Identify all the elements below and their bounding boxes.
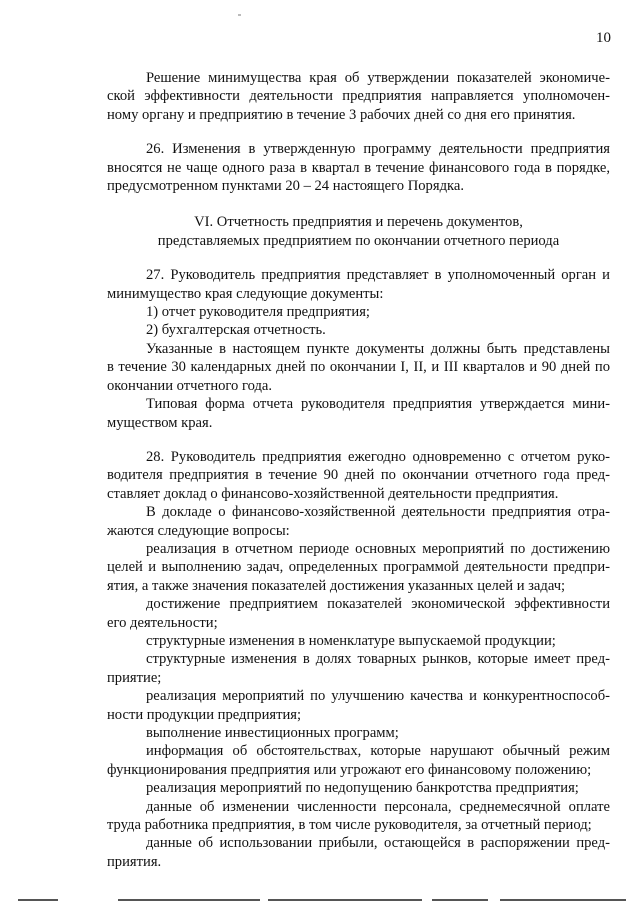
document-body (107, 69, 610, 871)
scan-edge-mark (432, 899, 488, 901)
page-number: 10 (596, 30, 611, 46)
section-heading (107, 213, 610, 250)
text-line: 28. Руководитель предприятия ежегодно одновременно с отчетом руко- (146, 448, 610, 465)
text-line: структурные изменения в номенклатуре выпускаемой продукции; (146, 632, 556, 649)
scan-edge-mark (500, 899, 626, 901)
text-line: муществом края. (107, 414, 213, 431)
text-line: реализация в отчетном периоде основных мероприятий по достижению (146, 540, 610, 557)
text-line: Типовая форма отчета руководителя предприятия утверждается мини- (146, 396, 610, 413)
list-item: 1) отчет руководителя предприятия; (146, 304, 370, 321)
scan-edge-mark (268, 899, 422, 901)
heading-line: VI. Отчетность предприятия и перечень документов, (194, 214, 523, 231)
text-line: 26. Изменения в утвержденную программу деятельности предприятия (146, 141, 610, 158)
text-line: предусмотренном пунктами 20 – 24 настоящего Порядка. (107, 178, 464, 195)
text-line: Указанные в настоящем пункте документы должны быть представлены (146, 340, 610, 357)
text-line: вносятся не чаще одного раза в квартал в течение финансового года в порядке, (107, 159, 610, 176)
text-line: достижение предприятием показателей экономической эффективности (146, 596, 610, 613)
scan-edge-mark (118, 899, 260, 901)
text-line: выполнение инвестиционных программ; (146, 725, 399, 741)
paragraph-27 (107, 266, 610, 432)
text-line: Решение минимущества края об утверждении показателей экономиче- (146, 70, 610, 86)
text-line: минимущество края следующие документы: (107, 285, 384, 302)
text-line: ятия, а также значения показателей достижения указанных целей и задач; (107, 577, 566, 594)
list-item: 2) бухгалтерская отчетность. (146, 322, 326, 339)
heading-line: представляемых предприятием по окончании отчетного периода (157, 232, 560, 249)
text-line: В докладе о финансово-хозяйственной деятельности предприятия отра- (146, 504, 610, 521)
text-line: приятие; (107, 669, 162, 686)
text-line: информация об обстоятельствах, которые нарушают обычный режим (146, 743, 610, 760)
text-line: данные об изменении численности персонала, среднемесячной оплате (146, 798, 610, 815)
text-line: ставляет доклад о финансово-хозяйственной деятельности предприятия. (107, 485, 559, 502)
text-line: функционирования предприятия или угрожают его финансовому положению; (107, 761, 592, 778)
text-line: ности продукции предприятия; (107, 706, 302, 723)
text-line: окончании отчетного года. (107, 377, 273, 394)
text-line: данные об использовании прибыли, остающейся в распоряжении пред- (146, 835, 610, 852)
text-line: в течение 30 календарных дней по окончании I, II, и III кварталов и 90 дней по (107, 359, 610, 376)
text-line: 27. Руководитель предприятия представляет в уполномоченный орган и (146, 267, 610, 284)
text-line: ному органу и предприятию в течение 3 рабочих дней со дня его принятия. (107, 106, 576, 123)
text-line: ской эффективности деятельности предприятия направляется уполномочен- (107, 88, 610, 105)
scan-edge-mark (18, 899, 58, 901)
text-line: приятия. (107, 853, 162, 870)
text-line: реализация мероприятий по недопущению банкротства предприятия; (146, 780, 579, 797)
paragraph-26 (107, 140, 610, 195)
text-line: целей и выполнению задач, определенных программой деятельности предпри- (107, 559, 610, 576)
text-line: труда работника предприятия, в том числе руководителя, за отчетный период; (107, 817, 592, 834)
text-line: жаются следующие вопросы: (107, 522, 290, 539)
paragraph-1 (107, 69, 610, 124)
text-line: реализация мероприятий по улучшению качества и конкурентноспособ- (146, 688, 610, 705)
scan-speck (238, 14, 241, 16)
text-line: водителя предприятия в течение 90 дней по окончании отчетного года пред- (107, 467, 610, 484)
text-line: его деятельности; (107, 614, 218, 631)
text-line: структурные изменения в долях товарных рынков, которые имеет пред- (146, 651, 610, 668)
paragraph-28 (107, 448, 610, 871)
